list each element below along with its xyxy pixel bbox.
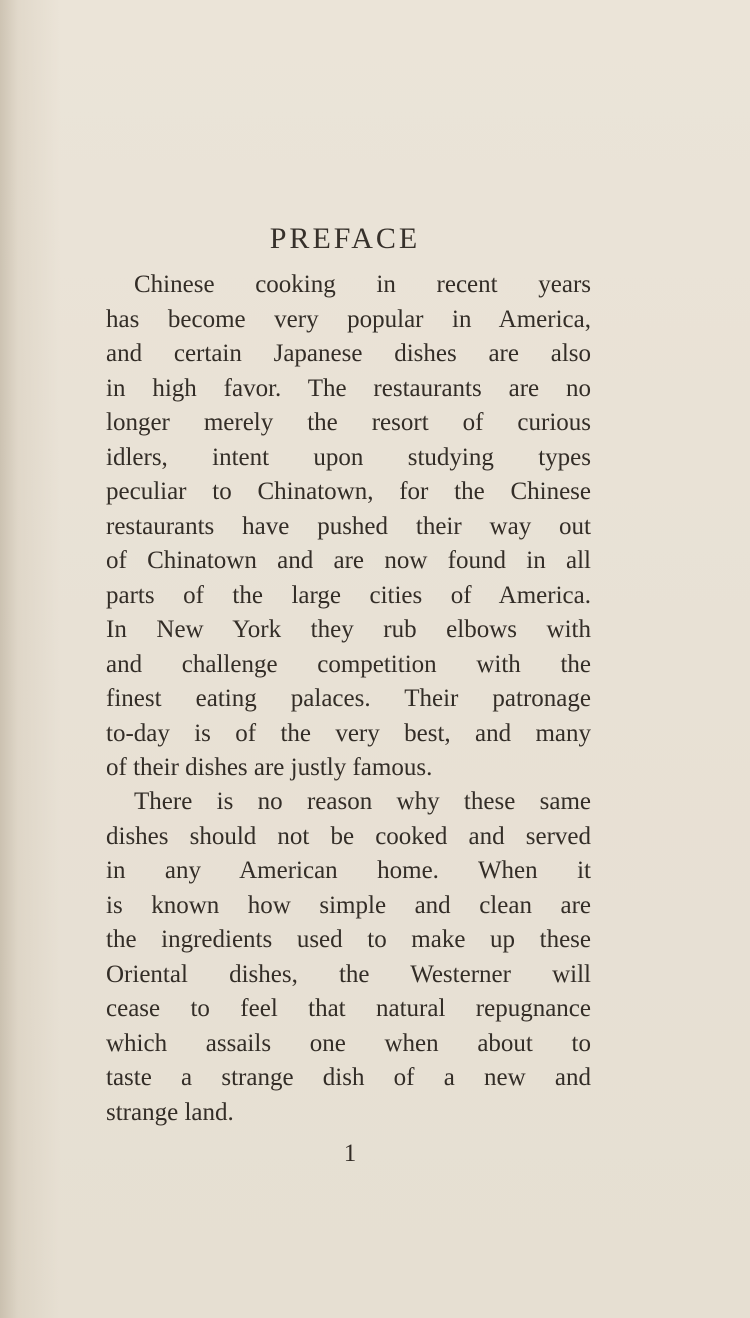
text-line: cease to feel that natural repugnance: [106, 995, 591, 1022]
text-line: to-day is of the very best, and many: [106, 719, 591, 747]
text-line: of Chinatown and are now found in all: [106, 547, 591, 574]
page-heading: PREFACE: [269, 222, 421, 255]
text-line: Oriental dishes, the Westerner will: [106, 960, 591, 988]
text-line: idlers, intent upon studying types: [106, 443, 591, 471]
text-line: longer merely the resort of curious: [106, 409, 591, 436]
text-line: strange land.: [106, 1098, 234, 1126]
page-number: 1: [343, 1140, 357, 1167]
text-line: which assails one when about to: [106, 1029, 591, 1057]
text-line: in any American home. When it: [106, 857, 591, 884]
text-line: dishes should not be cooked and served: [106, 822, 591, 850]
text-line: of their dishes are justly famous.: [106, 754, 433, 781]
text-line: restaurants have pushed their way out: [106, 512, 591, 540]
text-line: has become very popular in America,: [106, 305, 591, 333]
paragraph-1: [106, 268, 591, 786]
text-line: There is no reason why these same: [134, 788, 591, 815]
text-line: is known how simple and clean are: [106, 891, 591, 919]
text-line: the ingredients used to make up these: [106, 926, 591, 953]
text-line: in high favor. The restaurants are no: [106, 374, 591, 402]
text-line: and certain Japanese dishes are also: [106, 340, 591, 367]
text-line: peculiar to Chinatown, for the Chinese: [106, 478, 591, 505]
text-line: finest eating palaces. Their patronage: [106, 685, 591, 712]
text-line: Chinese cooking in recent years: [134, 271, 591, 298]
text-line: parts of the large cities of America.: [106, 581, 591, 609]
text-line: In New York they rub elbows with: [106, 616, 591, 643]
text-line: and challenge competition with the: [106, 650, 591, 678]
text-line: taste a strange dish of a new and: [106, 1064, 591, 1091]
paragraph-2: [106, 785, 591, 1130]
